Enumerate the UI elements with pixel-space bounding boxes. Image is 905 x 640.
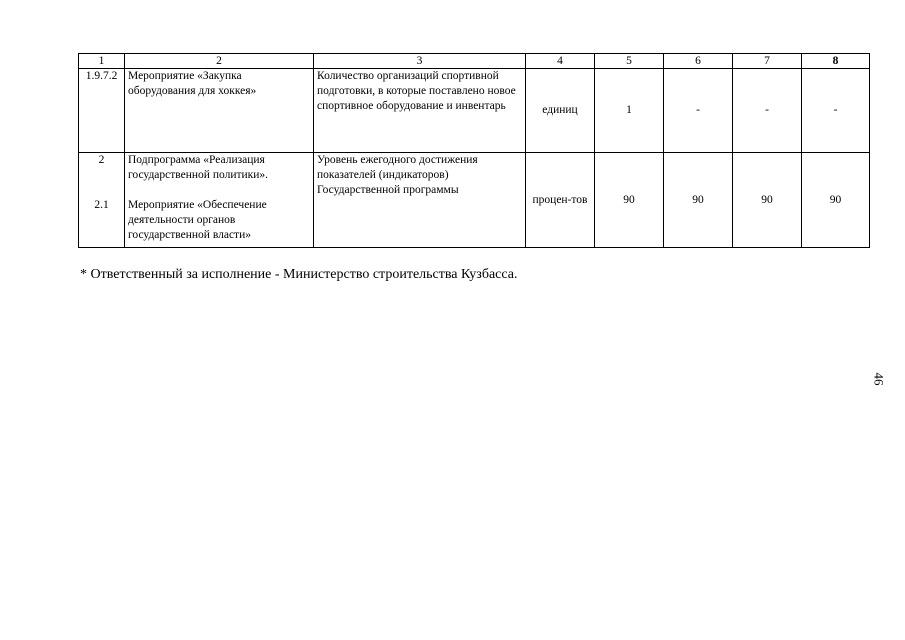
value-col-5: 1: [595, 69, 664, 153]
unit-cell: процен-тов: [526, 153, 595, 248]
value-col-7: -: [733, 69, 802, 153]
event-name: Мероприятие «Закупка оборудования для хоккея»: [125, 69, 314, 153]
value-col-6: -: [664, 69, 733, 153]
header-col-1: 1: [79, 54, 125, 69]
page-number-text: 46: [871, 372, 887, 386]
value-col-8: -: [802, 69, 870, 153]
event-name: [125, 153, 314, 248]
table-row: [79, 69, 870, 153]
header-col-2: 2: [125, 54, 314, 69]
indicator-name: Уровень ежегодного достижения показателей (индикаторов) Государственной программы: [314, 153, 526, 248]
header-col-6: 6: [664, 54, 733, 69]
header-col-7: 7: [733, 54, 802, 69]
footnote: * Ответственный за исполнение - Министерство строительства Кузбасса.: [80, 267, 518, 282]
header-col-3: 3: [314, 54, 526, 69]
header-col-5: 5: [595, 54, 664, 69]
value-col-8: 90: [802, 153, 870, 248]
page-number: [871, 368, 888, 392]
table-row: [79, 153, 870, 248]
table-header-row: [79, 54, 870, 69]
unit-cell: единиц: [526, 69, 595, 153]
event-number: 2.1: [94, 199, 109, 211]
row-number: 1.9.7.2: [79, 69, 125, 153]
subprogram-name: Подпрограмма «Реализация государственной политики».: [128, 154, 269, 181]
header-col-8: 8: [802, 54, 870, 69]
event-name-b: Мероприятие «Обеспечение деятельности органов государственной власти»: [128, 199, 267, 241]
value-col-7: 90: [733, 153, 802, 248]
header-col-4: 4: [526, 54, 595, 69]
subprogram-number: 2: [98, 154, 105, 166]
indicators-table: [78, 53, 870, 248]
row-number: [79, 153, 125, 248]
value-col-5: 90: [595, 153, 664, 248]
value-col-6: 90: [664, 153, 733, 248]
indicator-name: Количество организаций спортивной подготовки, в которые поставлено новое спортивное оборудование и инвентарь: [314, 69, 526, 153]
